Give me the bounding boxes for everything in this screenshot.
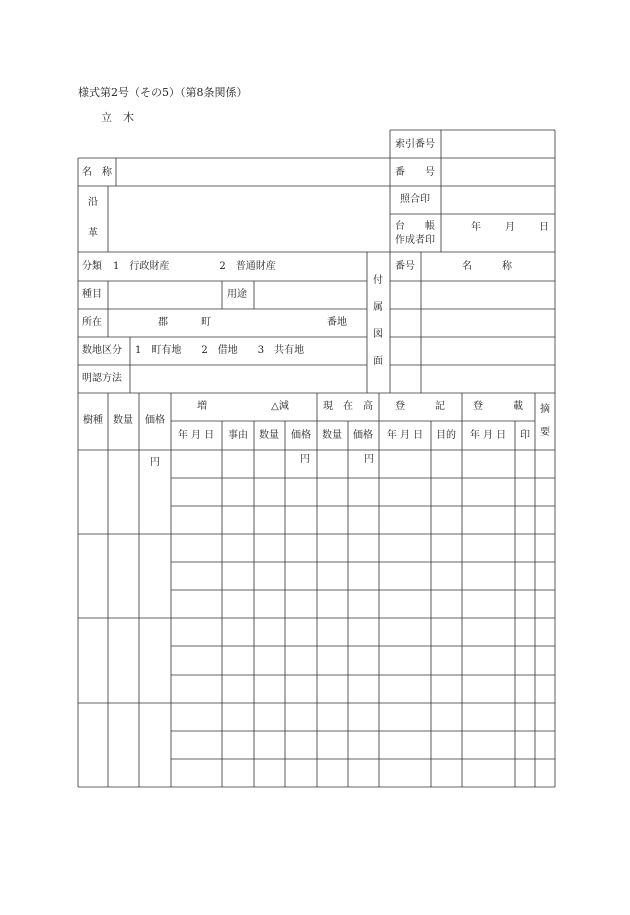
classification-label: 分類 (82, 261, 102, 272)
yen-unit-current: 円 (364, 454, 374, 465)
gun-label: 郡 (158, 317, 168, 328)
machi-label: 町 (201, 317, 211, 328)
listing-header: 登 載 (473, 401, 523, 412)
ledger-label-2: 作成者印 (395, 235, 435, 246)
location-label: 所在 (82, 317, 102, 328)
ledger-label-1: 台 帳 (395, 221, 435, 232)
purpose-header: 目的 (436, 430, 456, 441)
reason-header: 事由 (228, 430, 248, 441)
stamp-label: 照合印 (400, 194, 430, 205)
seal-header: 印 (520, 430, 530, 441)
current-price-header: 価格 (353, 430, 373, 441)
index-number-label: 索引番号 (395, 139, 435, 150)
attached-name-label: 名 称 (462, 261, 512, 272)
land-value: 1 町有地 2 借地 3 共有地 (135, 345, 305, 356)
use-label: 用途 (227, 289, 247, 300)
history-label-2: 革 (88, 228, 98, 239)
form-title: 様式第2号（その5）（第8条関係） (78, 86, 248, 99)
yen-unit-change: 円 (300, 454, 310, 465)
date-month: 月 (505, 222, 515, 233)
change-price-header: 価格 (291, 430, 311, 441)
increase-date-header: 年 月 日 (177, 430, 215, 441)
remarks-header-2: 要 (540, 427, 550, 438)
type-label: 種目 (82, 289, 102, 300)
date-day: 日 (539, 222, 549, 233)
yen-unit-price: 円 (150, 457, 160, 468)
decrease-header: △減 (271, 401, 289, 412)
registration-header: 登 記 (395, 401, 445, 412)
banchi-label: 番地 (327, 317, 347, 328)
attached-label-1: 付 (373, 275, 383, 286)
method-label: 明認方法 (82, 373, 122, 384)
history-label-1: 沿 (88, 197, 98, 208)
attached-number-label: 番号 (395, 261, 415, 272)
change-quantity-header: 数量 (259, 430, 279, 441)
tree-type-header: 樹種 (83, 415, 103, 426)
listing-date-header: 年 月 日 (469, 430, 507, 441)
attached-label-4: 面 (373, 356, 383, 367)
date-year: 年 (471, 222, 481, 233)
attached-label-3: 図 (373, 329, 383, 340)
current-header: 現 在 高 (323, 401, 373, 412)
attached-label-2: 属 (373, 302, 383, 313)
increase-header: 増 (197, 401, 207, 412)
registration-date-header: 年 月 日 (386, 430, 424, 441)
number-label: 番 号 (395, 167, 435, 178)
quantity-header: 数量 (113, 415, 133, 426)
classification-value: 1 行政財産 2 普通財産 (113, 261, 276, 272)
remarks-header-1: 摘 (540, 404, 550, 415)
current-quantity-header: 数量 (322, 430, 342, 441)
form-subtitle: 立 木 (101, 111, 134, 124)
price-header: 価格 (145, 415, 165, 426)
name-label: 名 称 (82, 167, 112, 178)
land-label: 数地区分 (82, 345, 122, 356)
